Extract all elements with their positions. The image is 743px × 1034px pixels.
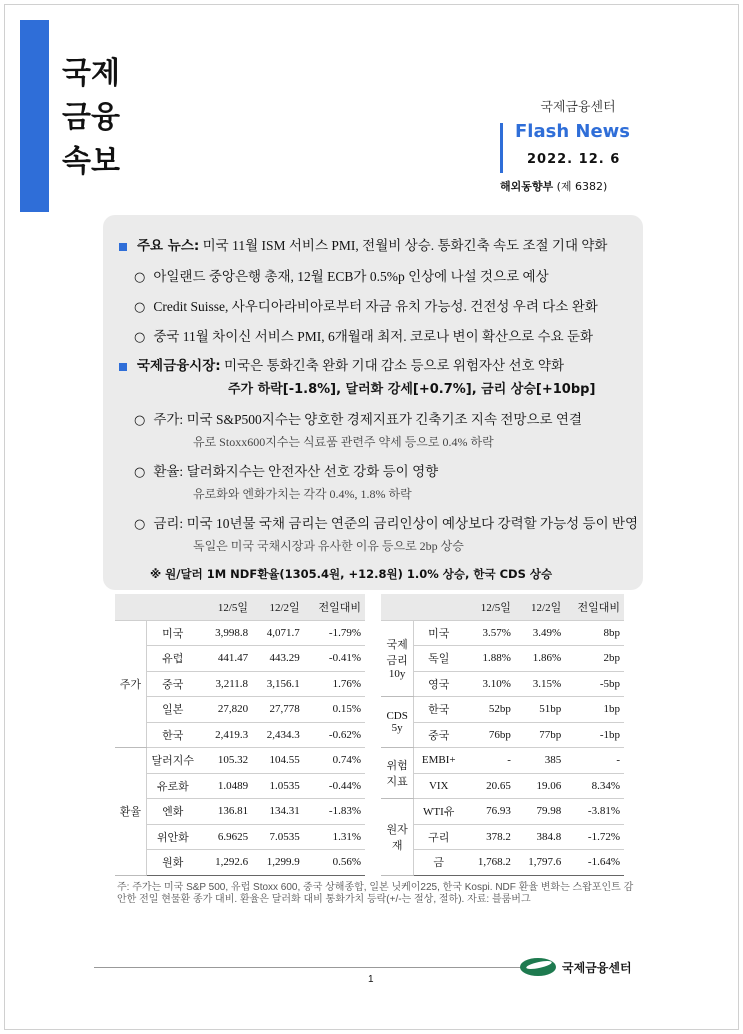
cell-change: 0.56% xyxy=(304,850,365,876)
column-header: 12/5일 xyxy=(463,594,515,620)
group-label: 국제 금리 10y xyxy=(381,620,414,697)
table-header-row xyxy=(115,594,365,620)
row-label: 달러지수 xyxy=(146,748,199,774)
group-label: 원자재 xyxy=(381,799,414,876)
cell-current: 1,768.2 xyxy=(463,850,515,876)
cell-change: 1bp xyxy=(565,697,624,723)
column-header: 12/2일 xyxy=(252,594,304,620)
row-label: 독일 xyxy=(414,646,463,672)
column-header xyxy=(414,594,463,620)
column-header: 전일대비 xyxy=(565,594,624,620)
cell-current: 20.65 xyxy=(463,773,515,799)
cell-current: 378.2 xyxy=(463,824,515,850)
cell-change: - xyxy=(565,748,624,774)
detail-sub: 독일은 미국 국채시장과 유사한 이유 등으로 2bp 상승 xyxy=(193,539,464,553)
main-news-line xyxy=(119,234,607,254)
cell-previous: 77bp xyxy=(515,722,565,748)
column-header: 12/5일 xyxy=(199,594,252,620)
news-item-text: Credit Suisse, 사우디아라비아로부터 자금 유치 가능성. 건전성 우려 다소 완화 xyxy=(153,299,598,314)
cell-previous: 19.06 xyxy=(515,773,565,799)
row-label: 영국 xyxy=(414,671,463,697)
cell-current: 1,292.6 xyxy=(199,850,252,876)
table-header-row xyxy=(381,594,624,620)
market-text: 미국은 통화긴축 완화 기대 감소 등으로 위험자산 선호 약화 xyxy=(224,358,565,373)
cell-change: -0.41% xyxy=(304,646,365,672)
table-row xyxy=(115,850,365,876)
table-row xyxy=(381,824,624,850)
cell-previous: 1.86% xyxy=(515,646,565,672)
cell-current: 441.47 xyxy=(199,646,252,672)
market-summary: 주가 하락[-1.8%], 달러화 강세[+0.7%], 금리 상승[+10bp] xyxy=(228,382,596,397)
cell-current: 52bp xyxy=(463,697,515,723)
news-item-text: 중국 11월 차이신 서비스 PMI, 6개월래 최저. 코로나 변이 확산으로 수요 둔화 xyxy=(153,329,594,344)
group-label: 주가 xyxy=(115,620,146,748)
cell-previous: 1,299.9 xyxy=(252,850,304,876)
cell-change: -1.79% xyxy=(304,620,365,646)
logo-text: 국제금융센터 xyxy=(562,960,632,975)
table-row xyxy=(381,671,624,697)
row-label: 유럽 xyxy=(146,646,199,672)
cell-current: 136.81 xyxy=(199,799,252,825)
cell-previous: 1,797.6 xyxy=(515,850,565,876)
detail-text: 미국 10년물 국채 금리는 연준의 금리인상이 예상보다 강력할 가능성 등이 반영 xyxy=(186,516,639,531)
table-row xyxy=(381,646,624,672)
table-row xyxy=(115,799,365,825)
table-row xyxy=(381,748,624,774)
market-line xyxy=(119,354,564,374)
cell-previous: 384.8 xyxy=(515,824,565,850)
table-row xyxy=(381,722,624,748)
cell-previous: 104.55 xyxy=(252,748,304,774)
circle-bullet-icon: ○ xyxy=(134,517,146,532)
main-news-label: 주요 뉴스: xyxy=(137,238,200,254)
table-row xyxy=(115,748,365,774)
flash-news-label: Flash News xyxy=(515,121,631,142)
news-item-text: 아일랜드 중앙은행 총재, 12월 ECB가 0.5%p 인상에 나설 것으로 예상 xyxy=(153,269,549,284)
cell-previous: 385 xyxy=(515,748,565,774)
footer-divider xyxy=(94,967,534,968)
footer-logo xyxy=(520,958,632,976)
table-row xyxy=(115,697,365,723)
cell-previous: 2,434.3 xyxy=(252,722,304,748)
table-row xyxy=(115,620,365,646)
circle-bullet-icon: ○ xyxy=(134,465,146,480)
ndf-note: ※ 원/달러 1M NDF환율(1305.4원, +12.8원) 1.0% 상승, 한국 CDS 상승 xyxy=(150,567,553,581)
table-row xyxy=(381,773,624,799)
news-item xyxy=(134,265,549,285)
brand-divider xyxy=(500,123,503,173)
detail-text: 미국 S&P500지수는 양호한 경제지표가 긴축기조 지속 전망으로 연결 xyxy=(186,412,582,427)
detail-item xyxy=(134,408,582,428)
group-label: CDS 5y xyxy=(381,697,414,748)
cell-change: 8.34% xyxy=(565,773,624,799)
cell-change: -0.44% xyxy=(304,773,365,799)
group-label: 위험 지표 xyxy=(381,748,414,799)
row-label: 미국 xyxy=(414,620,463,646)
cell-previous: 4,071.7 xyxy=(252,620,304,646)
cell-current: 3.10% xyxy=(463,671,515,697)
cell-change: -1.83% xyxy=(304,799,365,825)
detail-item xyxy=(134,512,638,532)
cell-current: 27,820 xyxy=(199,697,252,723)
market-label: 국제금융시장: xyxy=(137,358,221,374)
group-label: 환율 xyxy=(115,748,146,876)
cell-change: -0.62% xyxy=(304,722,365,748)
row-label: WTI유 xyxy=(414,799,463,825)
cell-previous: 3.49% xyxy=(515,620,565,646)
table-row xyxy=(115,773,365,799)
cell-current: 6.9625 xyxy=(199,824,252,850)
detail-label: 금리: xyxy=(153,516,184,531)
report-date: 2022. 12. 6 xyxy=(527,152,621,167)
table-row xyxy=(115,671,365,697)
cell-change: 0.15% xyxy=(304,697,365,723)
row-label: 엔화 xyxy=(146,799,199,825)
cell-change: 1.76% xyxy=(304,671,365,697)
column-header xyxy=(381,594,414,620)
detail-label: 주가: xyxy=(153,412,184,427)
cell-change: 8bp xyxy=(565,620,624,646)
cell-change: 2bp xyxy=(565,646,624,672)
page-number: 1 xyxy=(368,974,374,985)
cell-change: 0.74% xyxy=(304,748,365,774)
circle-bullet-icon: ○ xyxy=(134,270,146,285)
market-table-left xyxy=(115,594,365,876)
column-header: 전일대비 xyxy=(304,594,365,620)
cell-current: 76bp xyxy=(463,722,515,748)
table-row xyxy=(381,799,624,825)
square-bullet-icon xyxy=(119,363,127,371)
report-title xyxy=(62,52,120,184)
circle-bullet-icon: ○ xyxy=(134,413,146,428)
table-row xyxy=(115,824,365,850)
row-label: 위안화 xyxy=(146,824,199,850)
row-label: 중국 xyxy=(146,671,199,697)
cell-previous: 7.0535 xyxy=(252,824,304,850)
dept-name: 해외동향부 xyxy=(500,180,554,193)
square-bullet-icon xyxy=(119,243,127,251)
row-label: 중국 xyxy=(414,722,463,748)
cell-current: 3.57% xyxy=(463,620,515,646)
table-row xyxy=(381,620,624,646)
cell-previous: 3,156.1 xyxy=(252,671,304,697)
detail-item xyxy=(134,460,438,480)
cell-previous: 3.15% xyxy=(515,671,565,697)
row-label: 원화 xyxy=(146,850,199,876)
column-header xyxy=(146,594,199,620)
cell-previous: 1.0535 xyxy=(252,773,304,799)
detail-sub: 유로화와 엔화가치는 각각 0.4%, 1.8% 하락 xyxy=(193,487,412,501)
table-row xyxy=(381,850,624,876)
cell-previous: 79.98 xyxy=(515,799,565,825)
cell-previous: 134.31 xyxy=(252,799,304,825)
cell-current: 1.88% xyxy=(463,646,515,672)
cell-current: 2,419.3 xyxy=(199,722,252,748)
cell-change: 1.31% xyxy=(304,824,365,850)
main-news-text: 미국 11월 ISM 서비스 PMI, 전월비 상승. 통화긴축 속도 조절 기대 약화 xyxy=(202,238,608,253)
row-label: 미국 xyxy=(146,620,199,646)
cell-change: -3.81% xyxy=(565,799,624,825)
table-row xyxy=(381,697,624,723)
row-label: EMBI+ xyxy=(414,748,463,774)
logo-mark-icon xyxy=(520,958,556,976)
cell-previous: 443.29 xyxy=(252,646,304,672)
footnote: 주: 주가는 미국 S&P 500, 유럽 Stoxx 600, 중국 상해종합, 일본 닛케이225, 한국 Kospi. NDF 환율 변화는 스왑포인트 감안한 전일 현물환 종가 대비. 환율은 달러화 대비 통화가치 등락(+/-는 절상, 절하). 자료: 블룸버그 xyxy=(117,882,634,905)
title-line: 속보 xyxy=(62,144,120,179)
cell-current: 105.32 xyxy=(199,748,252,774)
circle-bullet-icon: ○ xyxy=(134,330,146,345)
cell-change: -1bp xyxy=(565,722,624,748)
cell-change: -1.72% xyxy=(565,824,624,850)
detail-text: 달러화지수는 안전자산 선호 강화 등이 영향 xyxy=(186,464,439,479)
row-label: 금 xyxy=(414,850,463,876)
cell-current: - xyxy=(463,748,515,774)
news-item xyxy=(134,295,598,315)
cell-current: 1.0489 xyxy=(199,773,252,799)
title-accent-bar xyxy=(20,20,49,212)
row-label: 유로화 xyxy=(146,773,199,799)
row-label: 일본 xyxy=(146,697,199,723)
cell-change: -1.64% xyxy=(565,850,624,876)
brand-block xyxy=(500,96,640,193)
cell-current: 3,998.8 xyxy=(199,620,252,646)
cell-current: 3,211.8 xyxy=(199,671,252,697)
row-label: 한국 xyxy=(146,722,199,748)
detail-label: 환율: xyxy=(153,464,184,479)
column-header xyxy=(115,594,146,620)
row-label: 구리 xyxy=(414,824,463,850)
dept-line xyxy=(500,178,607,194)
news-item xyxy=(134,325,593,345)
cell-change: -5bp xyxy=(565,671,624,697)
column-header: 12/2일 xyxy=(515,594,565,620)
cell-current: 76.93 xyxy=(463,799,515,825)
cell-previous: 27,778 xyxy=(252,697,304,723)
org-name: 국제금융센터 xyxy=(540,100,616,115)
market-table-right xyxy=(381,594,624,876)
detail-sub: 유로 Stoxx600지수는 식료품 관련주 약세 등으로 0.4% 하락 xyxy=(193,435,494,449)
cell-previous: 51bp xyxy=(515,697,565,723)
title-line: 국제 xyxy=(62,56,120,91)
title-line: 금융 xyxy=(62,100,120,135)
row-label: 한국 xyxy=(414,697,463,723)
circle-bullet-icon: ○ xyxy=(134,300,146,315)
table-row xyxy=(115,646,365,672)
issue-number: (제 6382) xyxy=(556,180,608,193)
table-row xyxy=(115,722,365,748)
row-label: VIX xyxy=(414,773,463,799)
